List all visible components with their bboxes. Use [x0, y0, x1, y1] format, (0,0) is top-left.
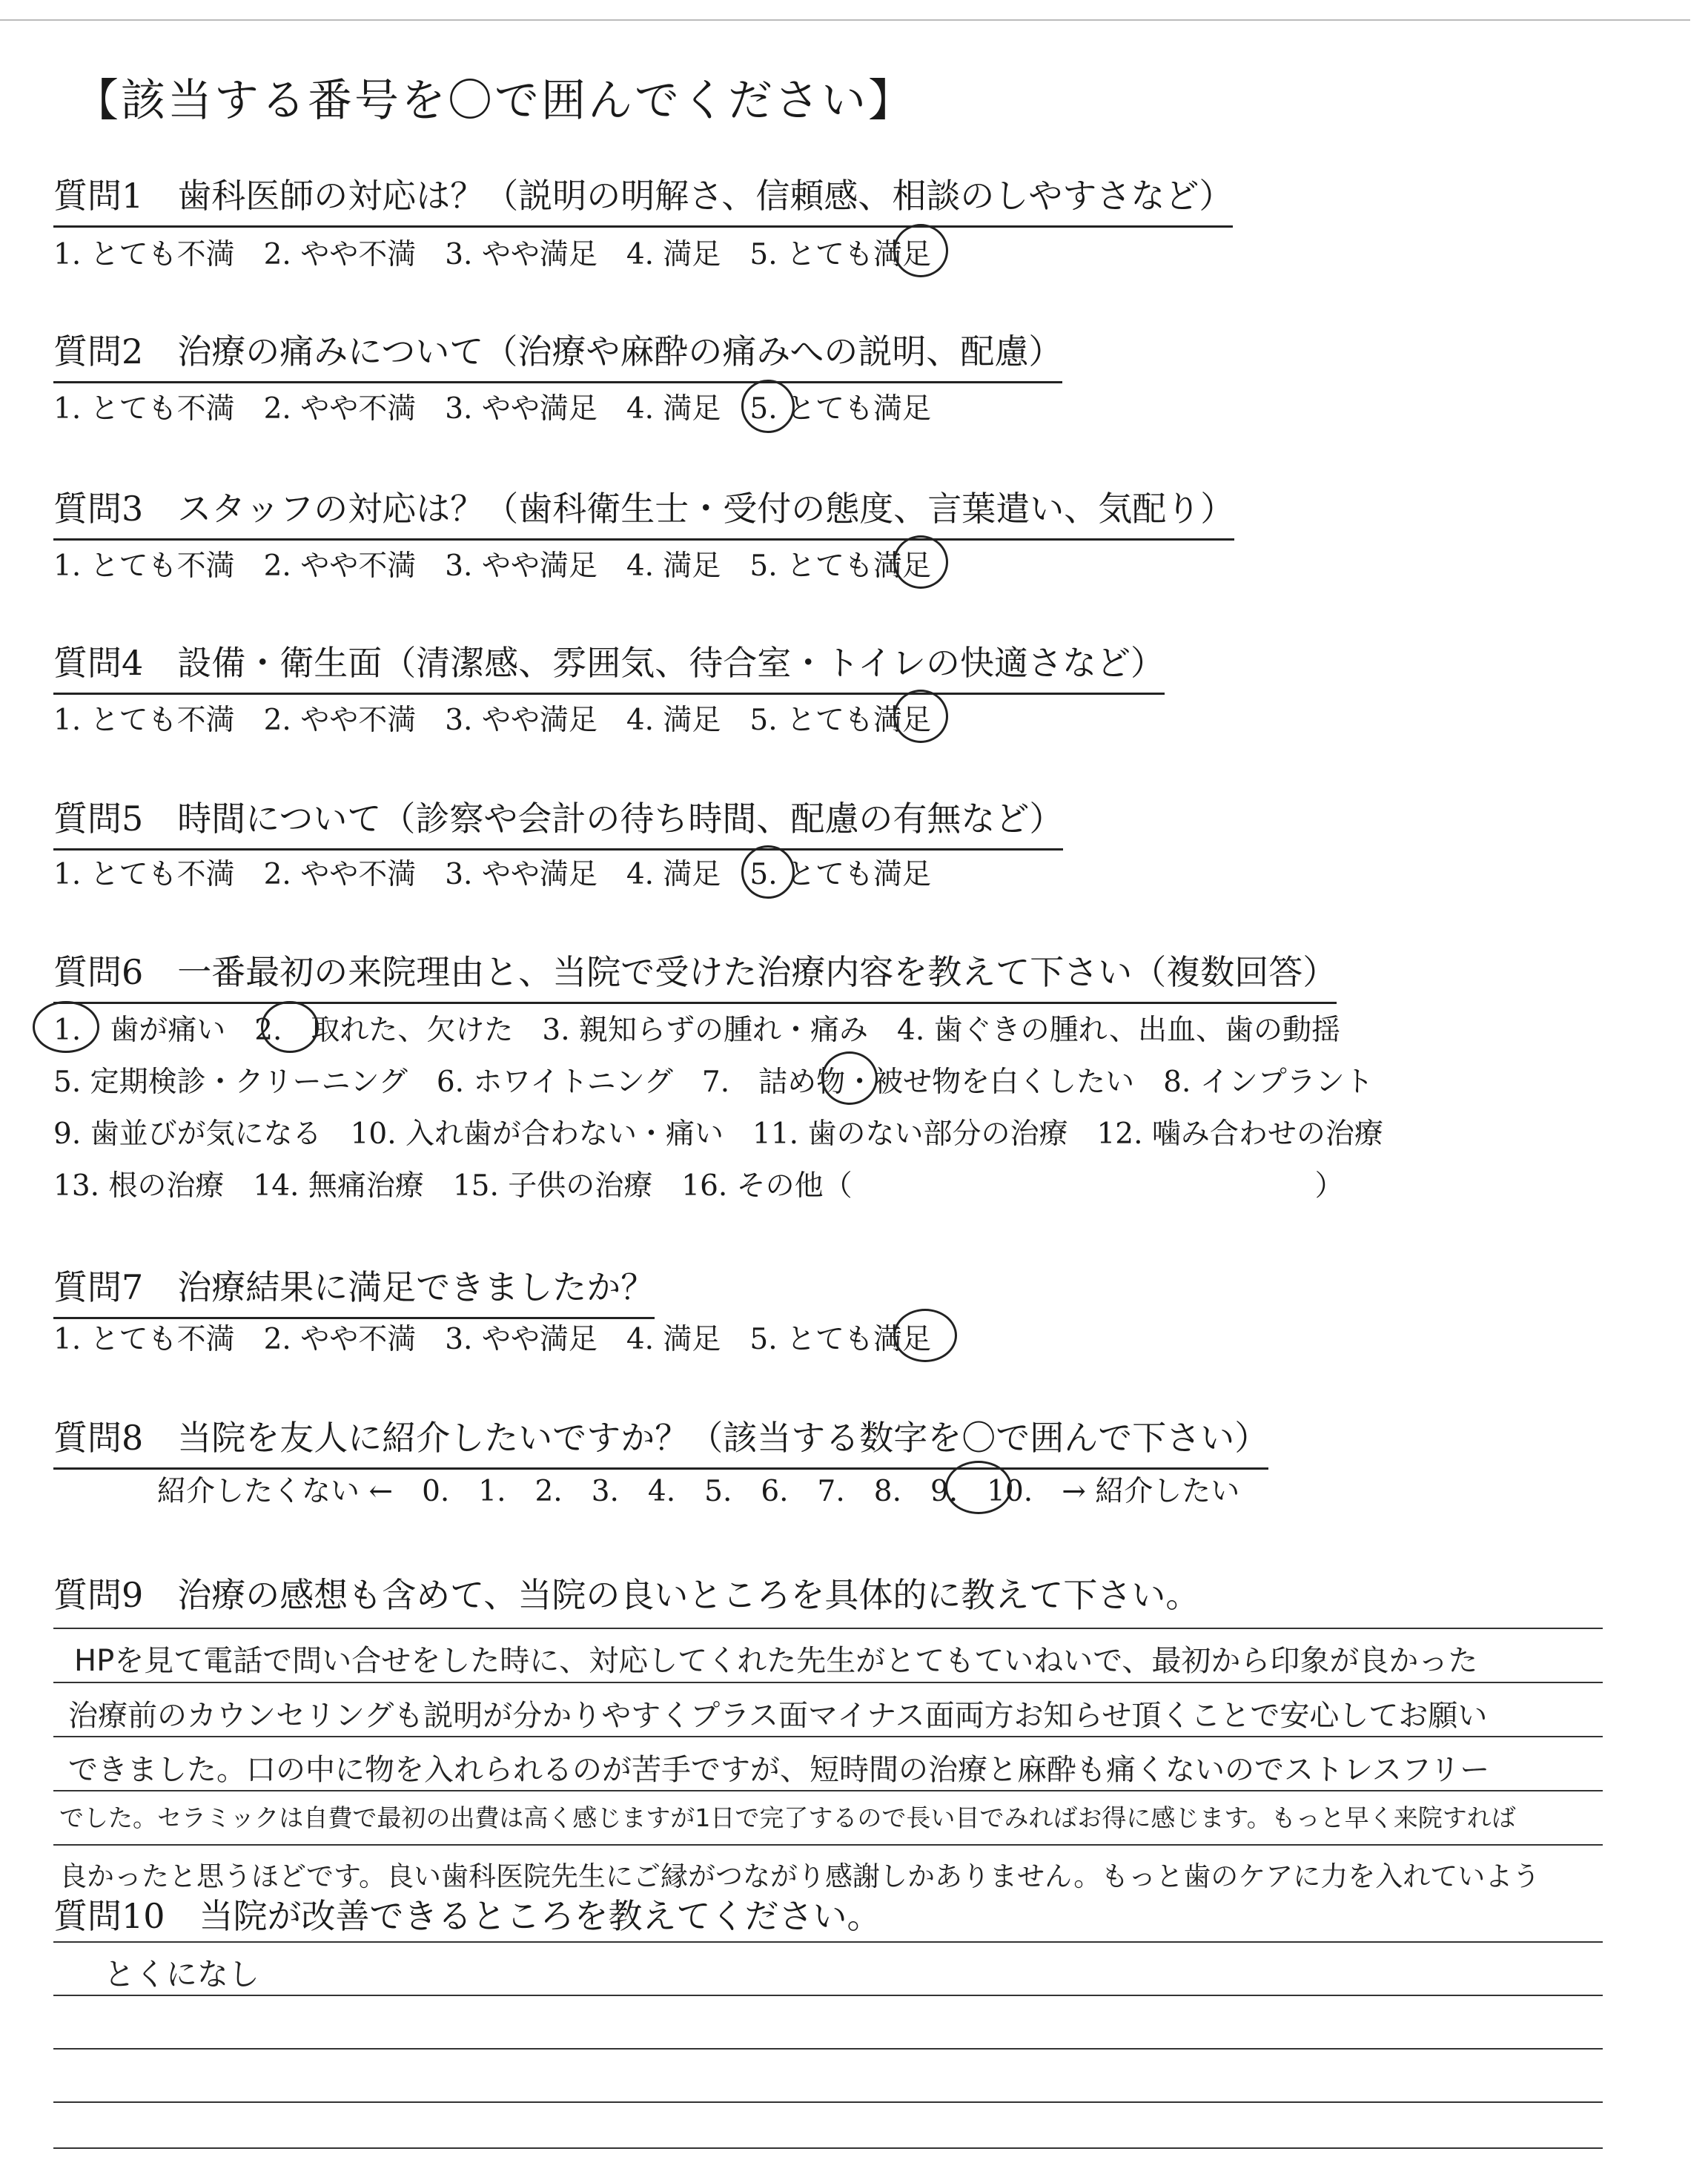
handwritten-answer-line-1: HPを見て電話で問い合せをした時に、対応してくれた先生がとてもていねいで、最初から印象が良かった — [74, 1644, 1478, 1678]
question-9-label: 質問9 治療の感想も含めて、当院の良いところを具体的に教えて下さい。 — [53, 1575, 1200, 1615]
question-6-line-2: 5. 定期検診・クリーニング 6. ホワイトニング 7. 詰め物・被せ物を白くしたい 8. インプラント — [53, 1066, 1374, 1099]
selected-circle-q5 — [741, 845, 795, 899]
selected-circle-q7 — [893, 1309, 957, 1362]
question-3-options: 1. とても不満 2. やや不満 3. やや満足 4. 満足 5. とても満足 — [53, 549, 932, 583]
question-10-label: 質問10 当院が改善できるところを教えてください。 — [53, 1896, 881, 1936]
selected-circle-q3 — [893, 535, 948, 589]
answer-rule — [53, 1736, 1603, 1737]
selected-circle-q6-1 — [33, 1001, 99, 1053]
handwritten-answer-line-3: できました。口の中に物を入れられるのが苦手ですが、短時間の治療と麻酔も痛くないのでストレスフリー — [68, 1753, 1490, 1787]
question-1-options: 1. とても不満 2. やや不満 3. やや満足 4. 満足 5. とても満足 — [53, 238, 932, 271]
selected-circle-q1 — [893, 224, 948, 277]
question-2-label: 質問2 治療の痛みについて（治療や麻酔の痛みへの説明、配慮） — [53, 325, 1062, 383]
answer-rule — [53, 1995, 1603, 1996]
handwritten-answer-line-2: 治療前のカウンセリングも説明が分かりやすくプラス面マイナス面両方お知らせ頂くことで安心してお願い — [68, 1699, 1488, 1733]
handwritten-answer-line-4: でした。セラミックは自費で最初の出費は高く感じますが1日で完了するので長い目でみればお得に感じます。もっと早く来院すれば — [59, 1803, 1516, 1832]
answer-rule — [53, 1790, 1603, 1791]
question-8-scale: 紹介したくない ← 0. 1. 2. 3. 4. 5. 6. 7. 8. 9. 10. → 紹介したい — [157, 1475, 1240, 1508]
question-3-label: 質問3 スタッフの対応は？（歯科衛生士・受付の態度、言葉遣い、気配り） — [53, 482, 1234, 541]
selected-circle-q4 — [893, 690, 948, 743]
answer-rule — [53, 1682, 1603, 1683]
top-border — [0, 19, 1690, 21]
question-1-label: 質問1 歯科医師の対応は？（説明の明解さ、信頼感、相談のしやすさなど） — [53, 169, 1233, 228]
question-8-label: 質問8 当院を友人に紹介したいですか？（該当する数字を〇で囲んで下さい） — [53, 1411, 1268, 1470]
selected-circle-q6-2 — [261, 1001, 319, 1053]
selected-circle-q8 — [945, 1461, 1012, 1514]
question-7-label: 質問7 治療結果に満足できましたか？ — [53, 1261, 655, 1319]
question-4-options: 1. とても不満 2. やや不満 3. やや満足 4. 満足 5. とても満足 — [53, 704, 932, 737]
answer-rule — [53, 1844, 1603, 1846]
question-7-options: 1. とても不満 2. やや不満 3. やや満足 4. 満足 5. とても満足 — [53, 1323, 932, 1356]
question-5-options: 1. とても不満 2. やや不満 3. やや満足 4. 満足 5. とても満足 — [53, 858, 932, 891]
answer-rule — [53, 1628, 1603, 1629]
handwritten-answer-line-5: 良かったと思うほどです。良い歯科医院先生にご縁がつながり感謝しかありません。もっと歯のケアに力を入れていよう — [59, 1860, 1540, 1892]
answer-rule — [53, 1941, 1603, 1943]
question-6-label: 質問6 一番最初の来院理由と、当院で受けた治療内容を教えて下さい（複数回答） — [53, 945, 1337, 1004]
answer-rule — [53, 2048, 1603, 2050]
question-4-label: 質問4 設備・衛生面（清潔感、雰囲気、待合室・トイレの快適さなど） — [53, 636, 1165, 695]
selected-circle-q6-7 — [821, 1051, 878, 1105]
question-5-label: 質問5 時間について（診察や会計の待ち時間、配慮の有無など） — [53, 792, 1063, 851]
page-title: 【該当する番号を〇で囲んでください】 — [74, 75, 915, 127]
selected-circle-q2 — [741, 380, 795, 433]
question-6-line-4: 13. 根の治療 14. 無痛治療 15. 子供の治療 16. その他（ ） — [53, 1169, 1344, 1203]
question-6-line-1: 1. 歯が痛い 2. 取れた、欠けた 3. 親知らずの腫れ・痛み 4. 歯ぐきの腫れ、出血、歯の動揺 — [53, 1014, 1340, 1047]
handwritten-answer-q10: とくになし — [104, 1956, 260, 1992]
question-2-options: 1. とても不満 2. やや不満 3. やや満足 4. 満足 5. とても満足 — [53, 392, 932, 426]
answer-rule — [53, 2101, 1603, 2103]
question-6-line-3: 9. 歯並びが気になる 10. 入れ歯が合わない・痛い 11. 歯のない部分の治療 12. 噛み合わせの治療 — [53, 1117, 1383, 1151]
answer-rule — [53, 2147, 1603, 2149]
